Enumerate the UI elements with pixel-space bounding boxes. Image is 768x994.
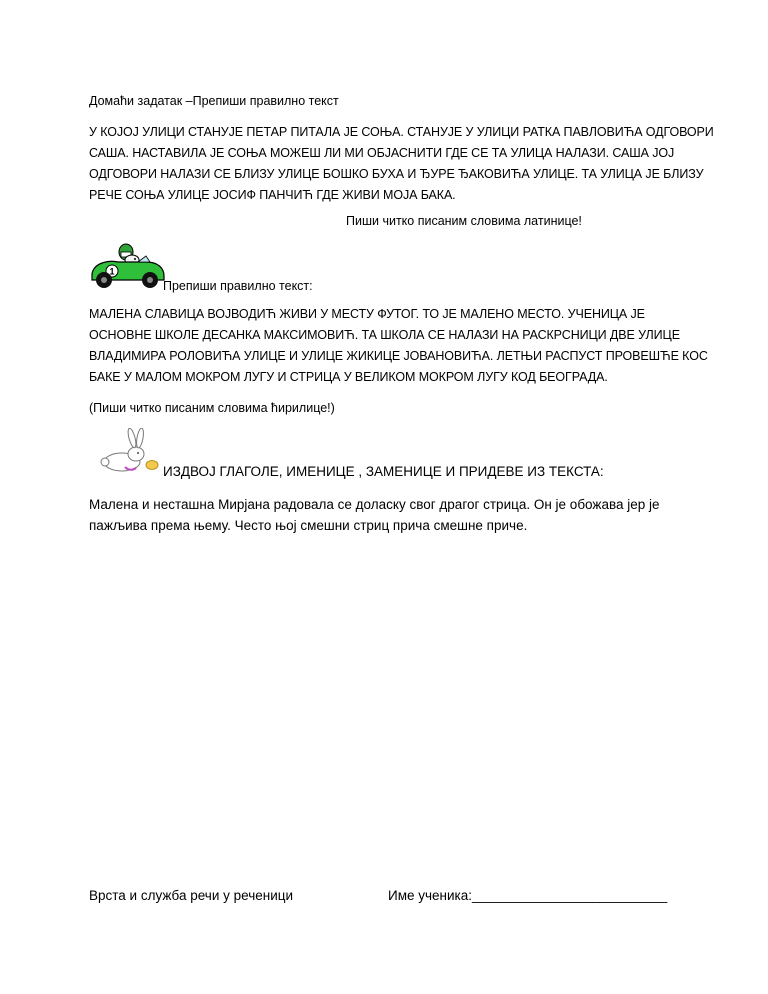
cyrillic-instruction: (Пиши читко писаним словима ћирилице!) — [89, 401, 335, 415]
footer-left-label: Врста и служба речи у реченици — [89, 888, 294, 903]
exercise-2-heading: Препиши правилно текст: — [163, 279, 313, 293]
text-line: Малена и несташна Мирјана радовала се доласку свог драгог стрица. Он је обожава јер је — [89, 497, 660, 512]
car-number: 1 — [109, 266, 115, 277]
race-car-illustration — [88, 238, 168, 290]
student-name-field[interactable]: Име ученика:__________________________ — [388, 888, 668, 903]
exercise-3-heading: ИЗДВОЈ ГЛАГОЛЕ, ИМЕНИЦЕ , ЗАМЕНИЦЕ И ПРИДЕВЕ ИЗ ТЕКСТА: — [163, 464, 604, 479]
latin-instruction: Пиши читко писаним словима латинице! — [346, 214, 582, 228]
text-line: ВЛАДИМИРА РОЛОВИЋА УЛИЦЕ И УЛИЦЕ ЖИКИЦЕ ЈОВАНОВИЋА. ЛЕТЊИ РАСПУСТ ПРОВЕШЋЕ КОС — [89, 349, 708, 363]
text-line: МАЛЕНА СЛАВИЦА ВОЈВОДИЋ ЖИВИ У МЕСТУ ФУТОГ. ТО ЈЕ МАЛЕНО МЕСТО. УЧЕНИЦА ЈЕ — [89, 307, 645, 321]
page-title: Домаћи задатак –Препиши правилно текст — [89, 94, 339, 108]
text-line: РЕЧЕ СОЊА УЛИЦЕ ЈОСИФ ПАНЧИЋ ГДЕ ЖИВИ МОЈА БАКА. — [89, 188, 456, 202]
text-line: пажљива према њему. Често њој смешни стриц прича смешне приче. — [89, 518, 528, 533]
text-line: ОДГОВОРИ НАЛАЗИ СЕ БЛИЗУ УЛИЦЕ БОШКО БУХА И ЂУРЕ ЂАКОВИЋА УЛИЦЕ. ТА УЛИЦА ЈЕ БЛИЗУ — [89, 167, 704, 181]
text-line: У КОЈОЈ УЛИЦИ СТАНУЈЕ ПЕТАР ПИТАЛА ЈЕ СОЊА. СТАНУЈЕ У УЛИЦИ РАТКА ПАВЛОВИЋА ОДГОВОРИ — [89, 125, 714, 139]
bunny-illustration — [92, 428, 164, 474]
text-line: САША. НАСТАВИЛА ЈЕ СОЊА МОЖЕШ ЛИ МИ ОБЈАСНИТИ ГДЕ СЕ ТА УЛИЦА НАЛАЗИ. САША ЈОЈ — [89, 146, 675, 160]
text-line: БАКЕ У МАЛОМ МОКРОМ ЛУГУ И СТРИЦА У ВЕЛИКОМ МОКРОМ ЛУГУ КОД БЕОГРАДА. — [89, 370, 608, 384]
text-line: ОСНОВНЕ ШКОЛЕ ДЕСАНКА МАКСИМОВИЋ. ТА ШКОЛА СЕ НАЛАЗИ НА РАСКРСНИЦИ ДВЕ УЛИЦЕ — [89, 328, 680, 342]
